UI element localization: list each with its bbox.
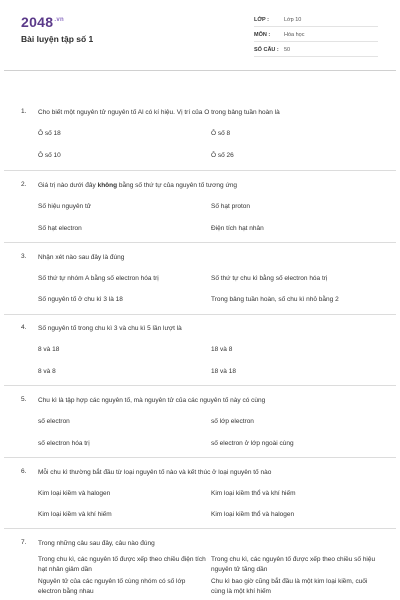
header xyxy=(0,0,400,70)
question-1-option-c[interactable]: Ô số 10 xyxy=(38,152,61,159)
question-4-option-d[interactable]: 18 và 18 xyxy=(211,368,236,375)
question-3-option-c[interactable]: Số nguyên tố ở chu kì 3 là 18 xyxy=(38,296,123,303)
question-number: 2. xyxy=(21,181,27,188)
question-7-option-a[interactable]: Trong chu kì, các nguyên tố được xếp theo chiều điện tích hạt nhân giảm dần xyxy=(38,556,206,573)
question-1-option-d[interactable]: Ô số 26 xyxy=(211,152,234,159)
question-2-option-d[interactable]: Điện tích hạt nhân xyxy=(211,225,264,232)
question-5-option-d[interactable]: số electron ở lớp ngoài cùng xyxy=(211,440,294,447)
question-6-option-d[interactable]: Kim loại kiềm thổ và halogen xyxy=(211,511,295,518)
question-text: Mỗi chu kì thường bắt đầu từ loại nguyên tố nào và kết thúc ở loại nguyên tố nào xyxy=(38,469,272,476)
meta-subject-key: MÔN : xyxy=(254,32,271,38)
question-text-part: bằng số thứ tự của nguyên tố tương ứng xyxy=(118,182,238,189)
question-divider xyxy=(4,242,396,243)
question-5-option-a[interactable]: số electron xyxy=(38,418,70,425)
meta-subject-value: Hóa học xyxy=(284,32,305,38)
meta-subject xyxy=(254,28,378,42)
question-5-option-c[interactable]: số electron hóa trị xyxy=(38,440,90,447)
question-3-option-a[interactable]: Số thứ tự nhóm A bằng số electron hóa trị xyxy=(38,275,159,282)
question-5-option-b[interactable]: số lớp electron xyxy=(211,418,254,425)
question-text: Chu kì là tập hợp các nguyên tố, mà nguyên tử của các nguyên tố này có cùng xyxy=(38,397,266,404)
question-1-option-b[interactable]: Ô số 8 xyxy=(211,130,231,137)
question-text-part: Giá trị nào dưới đây xyxy=(38,182,96,189)
question-7-option-b[interactable]: Trong chu kì, các nguyên tố được xếp theo chiều số hiệu nguyên tử tăng dần xyxy=(211,556,376,573)
question-6-option-a[interactable]: Kim loại kiềm và halogen xyxy=(38,490,111,497)
meta-count-key: SỐ CÂU : xyxy=(254,47,279,53)
meta-class-value: Lớp 10 xyxy=(284,17,302,23)
question-7-option-c[interactable]: Nguyên tử của các nguyên tố cùng nhóm có số lớp electron bằng nhau xyxy=(38,578,186,595)
question-number: 6. xyxy=(21,468,27,475)
question-4-option-c[interactable]: 8 và 8 xyxy=(38,368,56,375)
question-divider xyxy=(4,314,396,315)
question-3-option-b[interactable]: Số thứ tự chu kì bằng số electron hóa trị xyxy=(211,275,328,282)
question-4-option-a[interactable]: 8 và 18 xyxy=(38,346,60,353)
question-divider xyxy=(4,385,396,386)
question-4-option-b[interactable]: 18 và 8 xyxy=(211,346,233,353)
question-6-option-b[interactable]: Kim loại kiềm thổ và khí hiếm xyxy=(211,490,296,497)
question-divider xyxy=(4,528,396,529)
question-text xyxy=(38,181,378,190)
question-2-option-b[interactable]: Số hạt proton xyxy=(211,203,251,210)
question-text: Nhận xét nào sau đây là đúng xyxy=(38,254,125,261)
question-number: 1. xyxy=(21,108,27,115)
meta-class-key: LỚP : xyxy=(254,17,269,23)
question-1-option-a[interactable]: Ô số 18 xyxy=(38,130,61,137)
logo-text: 2048 xyxy=(21,14,54,30)
site-logo[interactable] xyxy=(21,14,64,30)
question-number: 5. xyxy=(21,396,27,403)
question-number: 7. xyxy=(21,539,27,546)
question-divider xyxy=(4,170,396,171)
page-title: Bài luyện tập số 1 xyxy=(21,34,94,44)
question-2-option-a[interactable]: Số hiệu nguyên tử xyxy=(38,203,92,210)
question-2-option-c[interactable]: Số hạt electron xyxy=(38,225,82,232)
meta-count-value: 50 xyxy=(284,47,291,53)
question-text: Cho biết một nguyên tử nguyên tố Al có kí hiệu. Vị trí của O trong bảng tuần hoàn là xyxy=(38,109,280,116)
question-number: 4. xyxy=(21,324,27,331)
meta-class xyxy=(254,13,378,27)
question-6-option-c[interactable]: Kim loại kiềm và khí hiếm xyxy=(38,511,112,518)
question-3-option-d[interactable]: Trong bảng tuần hoàn, số chu kì nhỏ bằng 2 xyxy=(211,296,339,303)
header-divider xyxy=(4,70,396,71)
question-7-option-d[interactable]: Chu kì bao giờ cũng bắt đầu là một kim loại kiềm, cuối cùng là một khí hiếm xyxy=(211,578,368,595)
question-divider xyxy=(4,457,396,458)
question-text-emphasis: không xyxy=(97,182,118,189)
question-number: 3. xyxy=(21,253,27,260)
question-text: Số nguyên tố trong chu kì 3 và chu kì 5 lần lượt là xyxy=(38,325,182,332)
question-text: Trong những câu sau đây, câu nào đúng xyxy=(38,540,155,547)
logo-domain: .vn xyxy=(54,17,64,23)
meta-count xyxy=(254,43,378,57)
